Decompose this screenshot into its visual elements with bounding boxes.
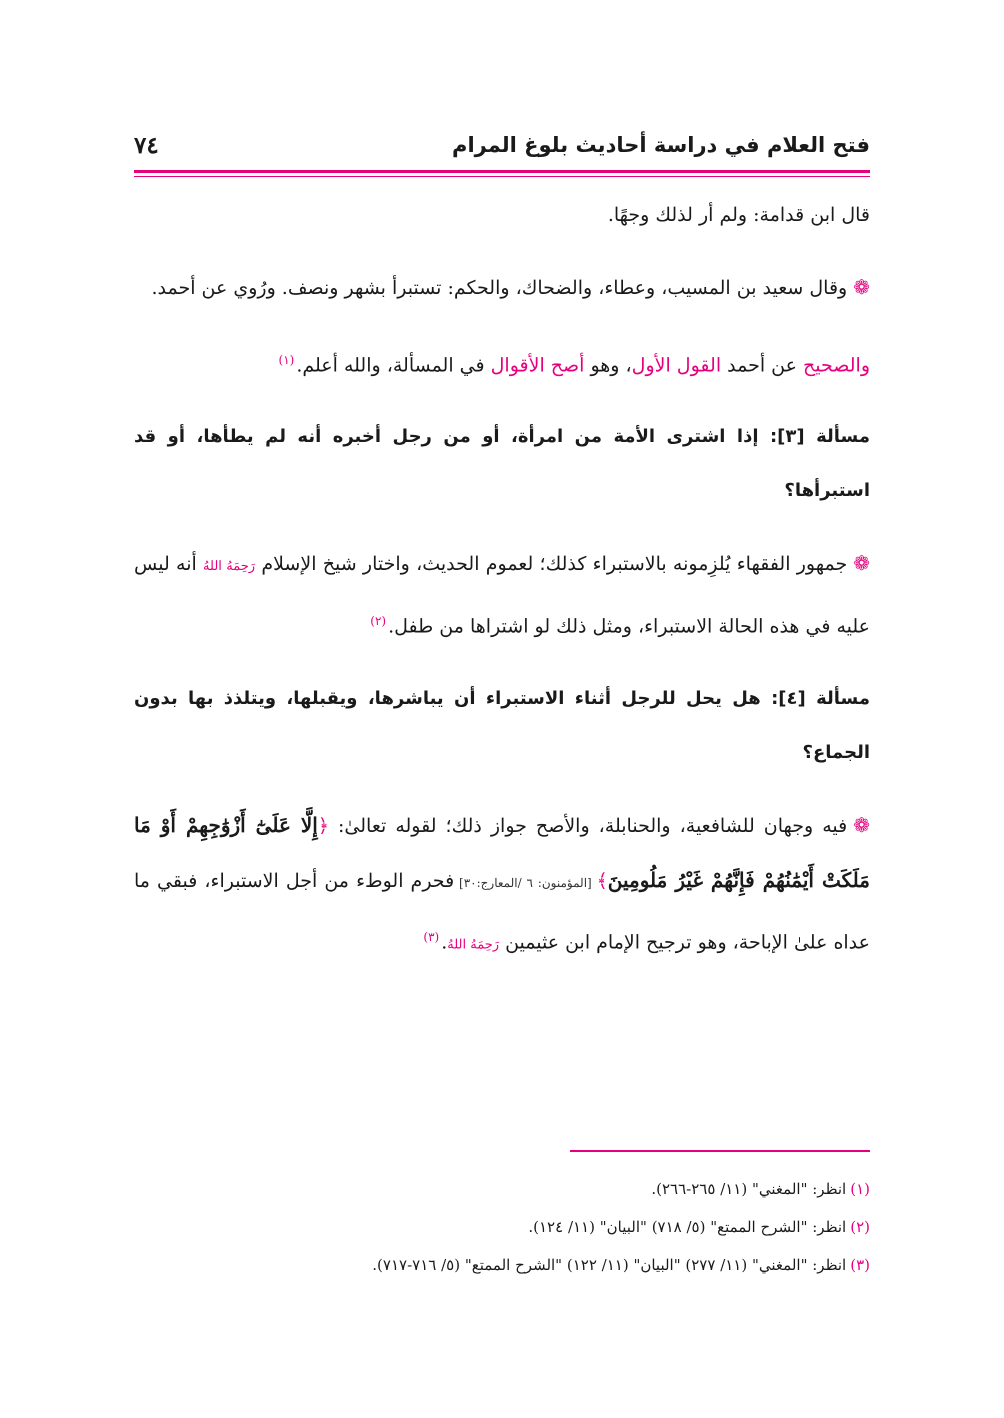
footnotes: [134, 1170, 870, 1284]
footnote-3: (٣)انظر: "المغني" (١١/ ٢٧٧) "البيان" (١١/ ١٢٢) "الشرح الممتع" (٥/ ٧١٦-٧١٧).: [372, 1256, 870, 1274]
running-header: [134, 122, 870, 168]
footnote-ref-3[interactable]: (٣): [423, 929, 440, 944]
footnote-ref-2[interactable]: (٢): [370, 614, 387, 629]
footnote-ref-1[interactable]: (١): [278, 353, 295, 367]
quran-verse: إِلَّا عَلَىٰٓ أَزْوَٰجِهِمْ أَوْ مَا مَلَكَتْ أَيْمَٰنُهُمْ فَإِنَّهُمْ غَيْرُ مَلُومِينَ: [134, 812, 870, 892]
book-title: فتح العلام في دراسة أحاديث بلوغ المرام: [452, 133, 870, 157]
flower-ornament-icon: ❁: [853, 275, 870, 299]
honorific-glyph: رَحِمَهُ اللهُ: [447, 936, 500, 952]
flower-ornament-icon: ❁: [853, 812, 871, 837]
paragraph-2: ❁وقال سعيد بن المسيب، وعطاء، والضحاك، والحكم: تستبرأ بشهر ونصف. ورُوي عن أحمد.: [151, 275, 870, 299]
page-number: ٧٤: [134, 131, 159, 159]
flower-ornament-icon: ❁: [853, 551, 871, 576]
issue-3-heading: مسألة [٣]: إذا اشترى الأمة من امرأة، أو من رجل أخبره أنه لم يطأها، أو قد استبرأها؟: [134, 426, 870, 502]
paragraph-4: ❁جمهور الفقهاء يُلزِمونه بالاستبراء كذلك؛ لعموم الحديث، واختار شيخ الإسلام رَحِمَهُ اللهُ أنه ليس عليه في هذه الحالة الاستبراء، ومثل ذلك لو اشتراها من طفل.$^{(٢)}$: [134, 551, 871, 638]
footnote-1: (١)انظر: "المغني" (١١/ ٢٦٥-٢٦٦).: [651, 1180, 870, 1198]
quran-brace-close: ﴾: [596, 869, 608, 892]
page-body: [134, 188, 870, 972]
paragraph-3: والصحيح عن أحمد القول الأول، وهو أصح الأقوال في المسألة، والله أعلم.$^{(١)}$: [278, 353, 870, 377]
honorific-glyph: رَحِمَهُ اللهُ: [203, 559, 256, 575]
quran-brace-open: ﴿: [317, 814, 329, 837]
issue-4-heading: مسألة [٤]: هل يحل للرجل أثناء الاستبراء أن يباشرها، ويقبلها، ويتلذذ بها بدون الجماع؟: [134, 687, 870, 763]
footnote-separator: [570, 1150, 870, 1152]
header-rule-thick: [134, 170, 870, 173]
footnote-2: (٢)انظر: "الشرح الممتع" (٥/ ٧١٨) "البيان" (١١/ ١٢٤).: [528, 1218, 870, 1236]
paragraph-1: قال ابن قدامة: ولم أر لذلك وجهًا.: [607, 204, 870, 226]
verse-reference: [المؤمنون: ٦ /المعارج:٣٠]: [454, 875, 597, 890]
header-rule-thin: [134, 176, 870, 177]
paragraph-5: ❁فيه وجهان للشافعية، والحنابلة، والأصح جواز ذلك؛ لقوله تعالىٰ: ﴿إِلَّا عَلَىٰٓ أَزْوَٰجِهِمْ أَوْ مَا مَلَكَتْ أَيْمَٰنُهُمْ فَإِنَّهُمْ غَيْرُ مَلُومِينَ﴾ [المؤمنون: ٦ /المعارج:٣٠] فحرم الوطء من أجل الاستبراء، فبقي ما عداه علىٰ الإباحة، وهو ترجيح الإمام ابن عثيمين رَحِمَهُ اللهُ.$^{(٣)}$: [134, 812, 871, 953]
